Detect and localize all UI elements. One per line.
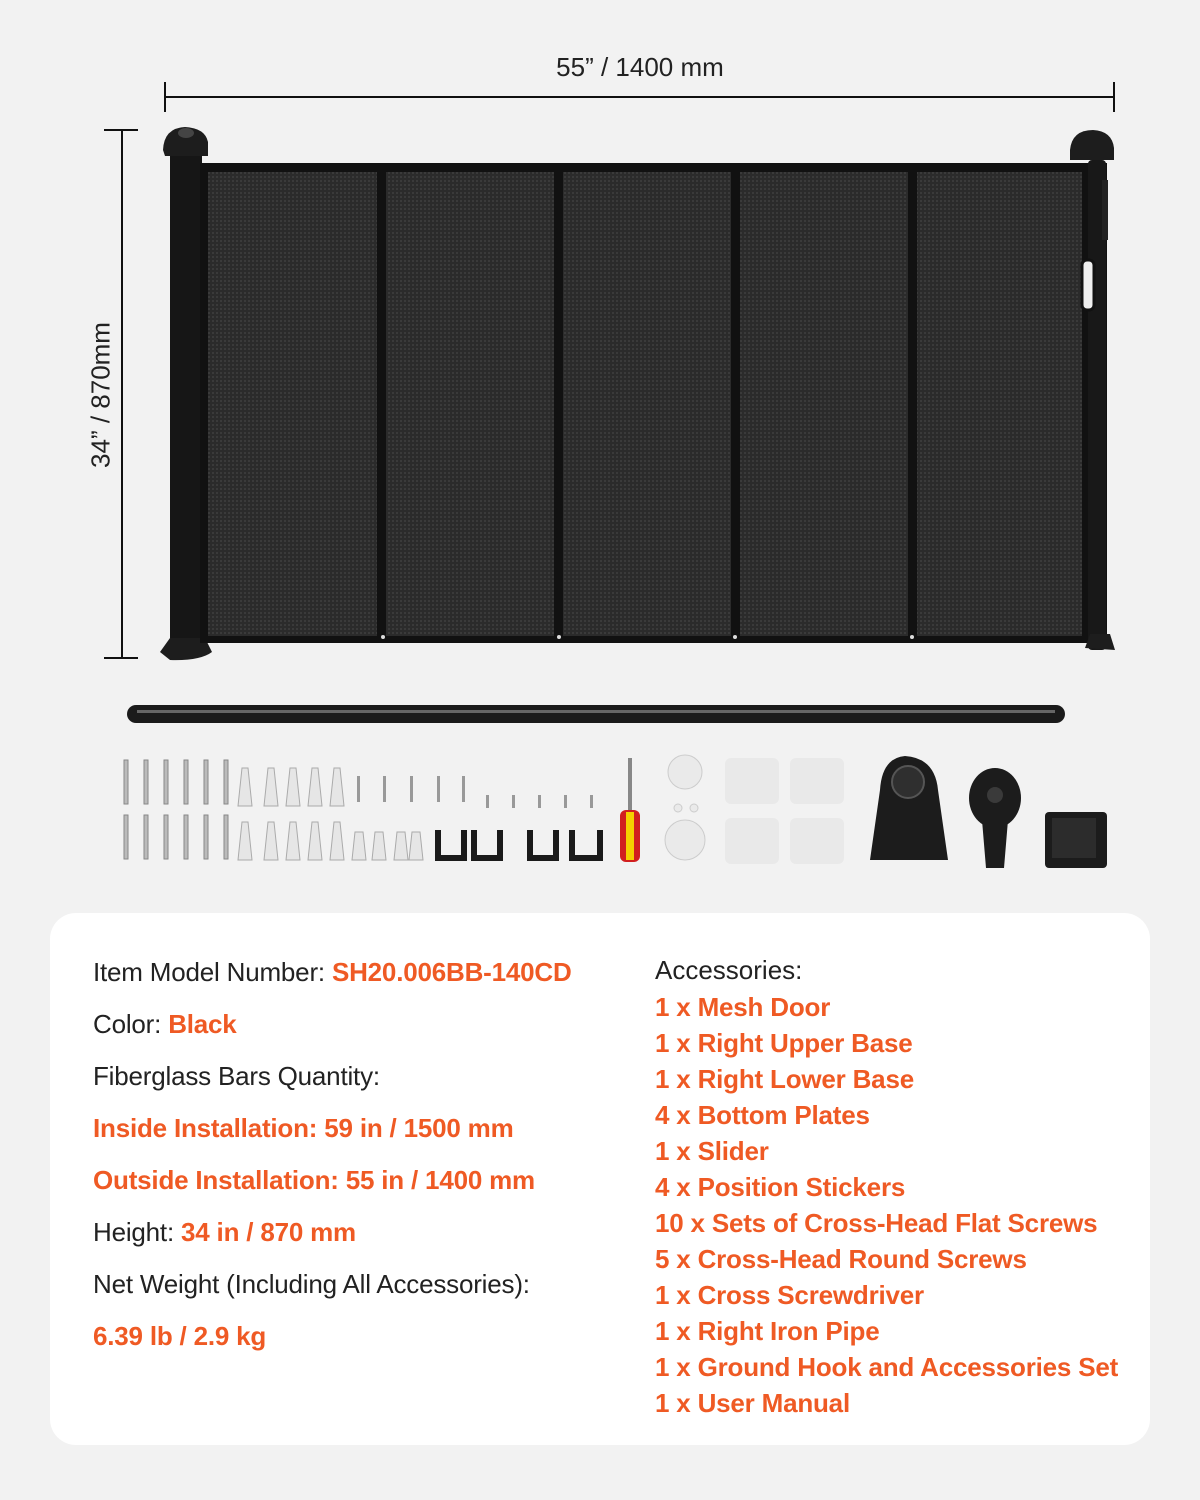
spec-weight-value-text: 6.39 lb / 2.9 kg: [93, 1321, 267, 1351]
spec-inside-label: Inside Installation:: [93, 1113, 325, 1143]
mesh-panel-4: [740, 172, 908, 636]
ground-hook: [1045, 812, 1107, 868]
spec-color: [93, 1009, 237, 1040]
slider-parts: [665, 755, 705, 860]
spec-weight: [93, 1269, 530, 1300]
position-stickers: [725, 758, 844, 864]
accessory-item: 1 x User Manual: [655, 1388, 850, 1418]
spec-model-value: SH20.006BB-140CD: [331, 957, 572, 987]
accessory-item: 1 x Cross Screwdriver: [655, 1280, 924, 1310]
right-lower-base: [969, 768, 1021, 868]
iron-pipe: [127, 705, 1065, 723]
parts-illustration: [0, 690, 1200, 890]
accessory-item: 1 x Right Lower Base: [655, 1064, 914, 1094]
height-dimension-label: 34” / 870mm: [85, 322, 116, 468]
spec-bars-label: Fiberglass Bars Quantity:: [93, 1061, 380, 1091]
right-bottom-base: [1085, 634, 1115, 650]
spec-bars: [93, 1061, 380, 1092]
round-screws: [357, 776, 593, 808]
accessory-item: 1 x Ground Hook and Accessories Set: [655, 1352, 1119, 1382]
screwdriver: [620, 758, 640, 862]
spec-inside: [93, 1113, 514, 1144]
spec-card: [50, 913, 1150, 1445]
spec-outside: [93, 1165, 535, 1196]
right-upper-base: [870, 756, 948, 860]
accessory-item: 1 x Right Upper Base: [655, 1028, 913, 1058]
accessory-item: 4 x Position Stickers: [655, 1172, 906, 1202]
accessory-item: 5 x Cross-Head Round Screws: [655, 1244, 1027, 1274]
accessory-item: 4 x Bottom Plates: [655, 1100, 870, 1130]
accessory-item: 1 x Mesh Door: [655, 992, 831, 1022]
spec-height: [93, 1217, 356, 1248]
spec-model: [93, 957, 572, 988]
mesh-gate-illustration: [0, 0, 1200, 690]
mesh-panel-2: [386, 172, 554, 636]
spec-outside-label: Outside Installation:: [93, 1165, 346, 1195]
mesh-panel-1: [208, 172, 377, 636]
bottom-plates: [438, 830, 600, 858]
spec-color-label: Color:: [93, 1009, 169, 1039]
mesh-panel-3: [563, 172, 731, 636]
right-top-cap: [1070, 130, 1114, 160]
accessory-item: 1 x Slider: [655, 1136, 769, 1166]
mesh-panel-5: [917, 172, 1082, 636]
spec-height-value: 34 in / 870 mm: [181, 1217, 356, 1247]
flat-screws: [124, 760, 228, 859]
left-post: [170, 140, 202, 645]
spec-model-label: Item Model Number:: [93, 957, 332, 987]
spec-weight-label: Net Weight (Including All Accessories):: [93, 1269, 530, 1299]
spec-inside-value: 59 in / 1500 mm: [324, 1113, 514, 1143]
spec-height-label: Height:: [93, 1217, 182, 1247]
width-dimension-label: 55” / 1400 mm: [556, 52, 724, 82]
spec-weight-value: [93, 1321, 266, 1352]
wall-anchors: [238, 768, 423, 860]
accessory-item: 1 x Right Iron Pipe: [655, 1316, 880, 1346]
accessory-item: 10 x Sets of Cross-Head Flat Screws: [655, 1208, 1098, 1238]
spec-color-value: Black: [168, 1009, 237, 1039]
accessories-list: [655, 989, 1118, 1421]
spec-outside-value: 55 in / 1400 mm: [345, 1165, 535, 1195]
accessories-title: Accessories:: [655, 955, 803, 985]
